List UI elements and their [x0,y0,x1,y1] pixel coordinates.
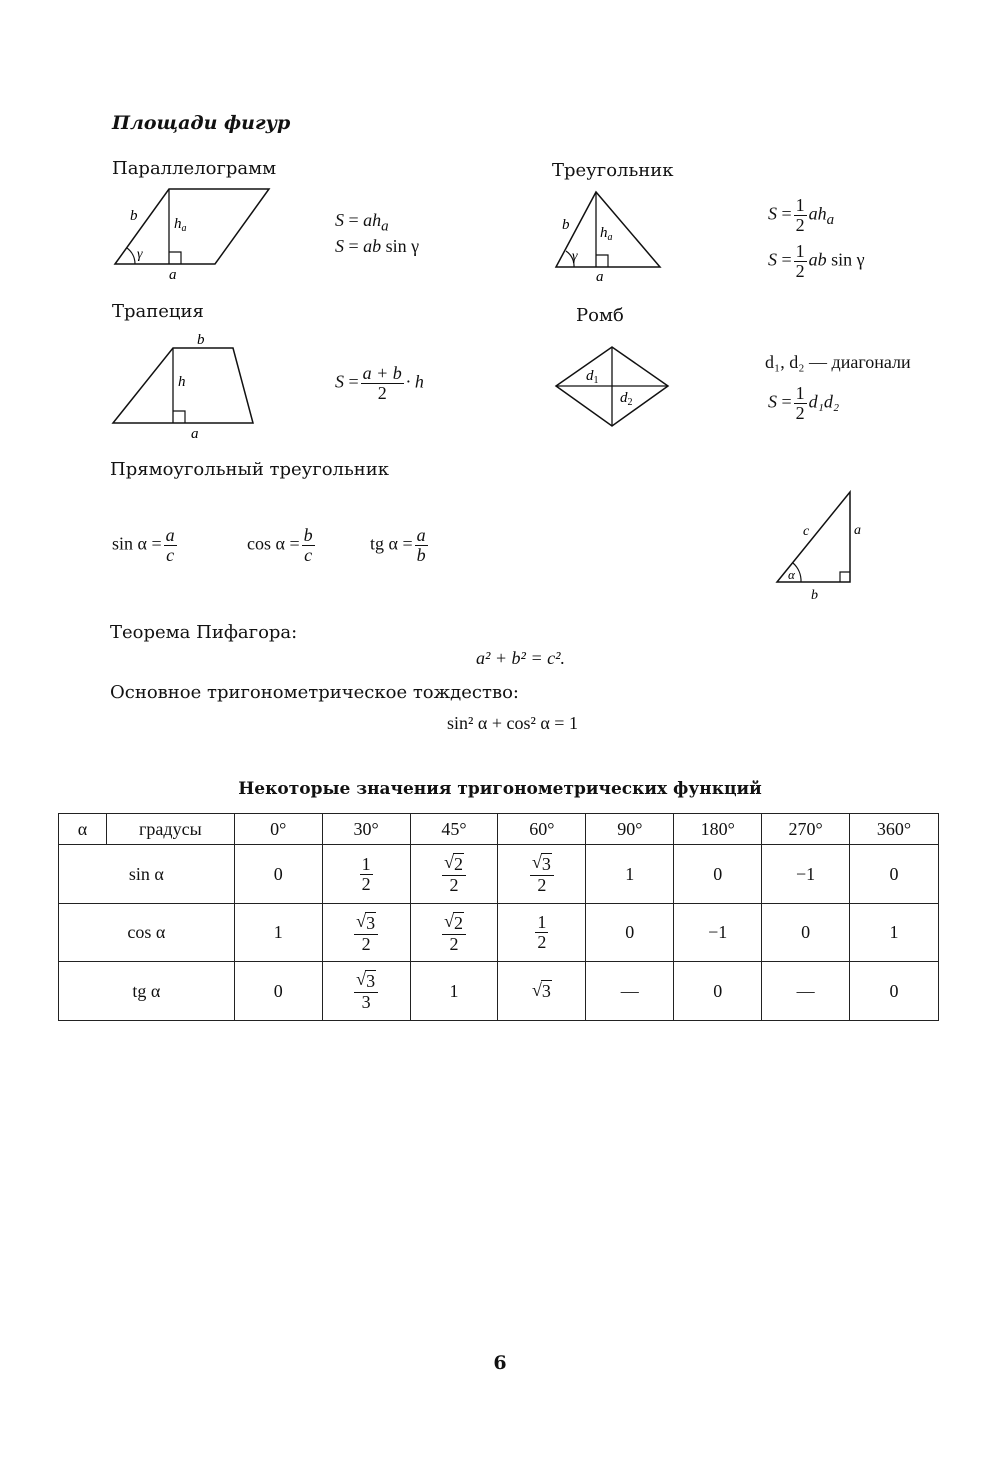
rhombus-diagram [550,342,675,434]
right-angle-mark [840,572,850,582]
parallelogram-label-a: a [169,267,177,282]
tg-formula: tg α = $\frac{a}{b}$ [370,525,426,565]
table-cell: √ 3 2 [322,903,410,962]
right-triangle-label-c: c [803,524,810,539]
identity-title: Основное тригонометрическое тождество: [110,682,519,703]
rhombus-title: Ромб [576,305,624,326]
trig-values-table [58,813,939,1021]
table-row-cos [59,903,939,962]
identity-formula: sin² α + cos² α = 1 [447,713,578,733]
parallelogram-label-h: $h_a$ [174,216,187,234]
table-cell: √ 3 [498,962,586,1021]
triangle-label-a: a [596,269,604,284]
table-cell: 0 [850,845,939,904]
parallelogram-diagram [105,182,280,282]
rhombus-note: d₁, d₂ — диагонали [765,352,911,372]
page-number: 6 [493,1352,507,1374]
rhombus-formula: S = $\frac{1}{2}$ d₁d₂ [768,383,840,423]
trapezoid-diagram [105,330,265,442]
triangle-label-angle: γ [572,249,578,264]
table-cell: $\frac{1}{2}$ [498,903,586,962]
triangle-diagram [548,184,673,284]
row-function-label: sin α [59,845,235,904]
header-angle: 30° [322,814,410,845]
header-degrees: градусы [106,814,234,845]
right-triangle-title: Прямоугольный треугольник [110,459,390,480]
cos-formula: cos α = $\frac{b}{c}$ [247,525,313,565]
right-triangle-diagram [770,486,870,604]
right-triangle-label-a: a [854,523,861,538]
row-function-label: cos α [59,903,235,962]
parallelogram-label-angle: γ [137,247,143,262]
table-cell: 0 [234,962,322,1021]
table-cell: √ 2 2 [410,903,498,962]
section-title: Площади фигур [112,112,291,134]
header-angle: 60° [498,814,586,845]
header-angle: 360° [850,814,939,845]
table-cell: √ 3 2 [498,845,586,904]
trapezoid-title: Трапеция [112,301,204,322]
table-cell: √ 2 2 [410,845,498,904]
trig-table-title: Некоторые значения тригонометрических функций [238,779,762,799]
table-cell: $\frac{1}{2}$ [322,845,410,904]
parallelogram-formula-2: S = ab sin γ [335,236,420,256]
trapezoid-label-a: a [191,426,199,442]
rhombus-label-d2: $d_2$ [620,390,633,408]
parallelogram-title: Параллелограмм [112,158,277,179]
triangle-formula-2: S = $\frac{1}{2}$ ab sin γ [768,241,865,281]
header-angle: 90° [586,814,674,845]
table-cell: −1 [762,845,850,904]
table-cell: — [762,962,850,1021]
parallelogram-label-b: b [130,208,138,224]
table-cell: 1 [410,962,498,1021]
header-angle: 180° [674,814,762,845]
triangle-formula-1: S = $\frac{1}{2}$ $ah_a$ [768,195,835,235]
right-angle-mark [596,255,608,267]
table-cell: 1 [586,845,674,904]
angle-arc [127,248,135,264]
table-cell: √ 3 3 [322,962,410,1021]
table-cell: −1 [674,903,762,962]
triangle-label-h: $h_a$ [600,225,613,243]
header-angle: 0° [234,814,322,845]
header-angle: 270° [762,814,850,845]
row-function-label: tg α [59,962,235,1021]
table-cell: — [586,962,674,1021]
triangle-label-b: b [562,217,570,233]
right-triangle-label-alpha: α [788,567,795,582]
table-row-tg [59,962,939,1021]
table-cell: 0 [674,962,762,1021]
table-cell: 0 [674,845,762,904]
parallelogram-formula-1: $S = ah_a$ [335,210,389,235]
header-angle: 45° [410,814,498,845]
table-cell: 0 [586,903,674,962]
trapezoid-formula: S = $\frac{a + b}{2}$ · h [335,363,424,403]
rhombus-label-d1: $d_1$ [586,368,599,386]
table-cell: 1 [234,903,322,962]
pythagoras-title: Теорема Пифагора: [110,622,298,643]
table-cell: 1 [850,903,939,962]
header-alpha: α [59,814,107,845]
trapezoid-label-b: b [197,332,205,348]
right-angle-mark [169,252,181,264]
pythagoras-formula: a² + b² = c². [476,648,565,668]
trapezoid-label-h: h [178,374,186,390]
table-cell: 0 [850,962,939,1021]
table-cell: 0 [762,903,850,962]
table-header-row [59,814,939,845]
triangle-title: Треугольник [552,160,674,181]
table-row-sin [59,845,939,904]
right-triangle-label-b: b [811,588,818,603]
right-angle-mark [173,411,185,423]
table-cell: 0 [234,845,322,904]
sin-formula: sin α = $\frac{a}{c}$ [112,525,175,565]
